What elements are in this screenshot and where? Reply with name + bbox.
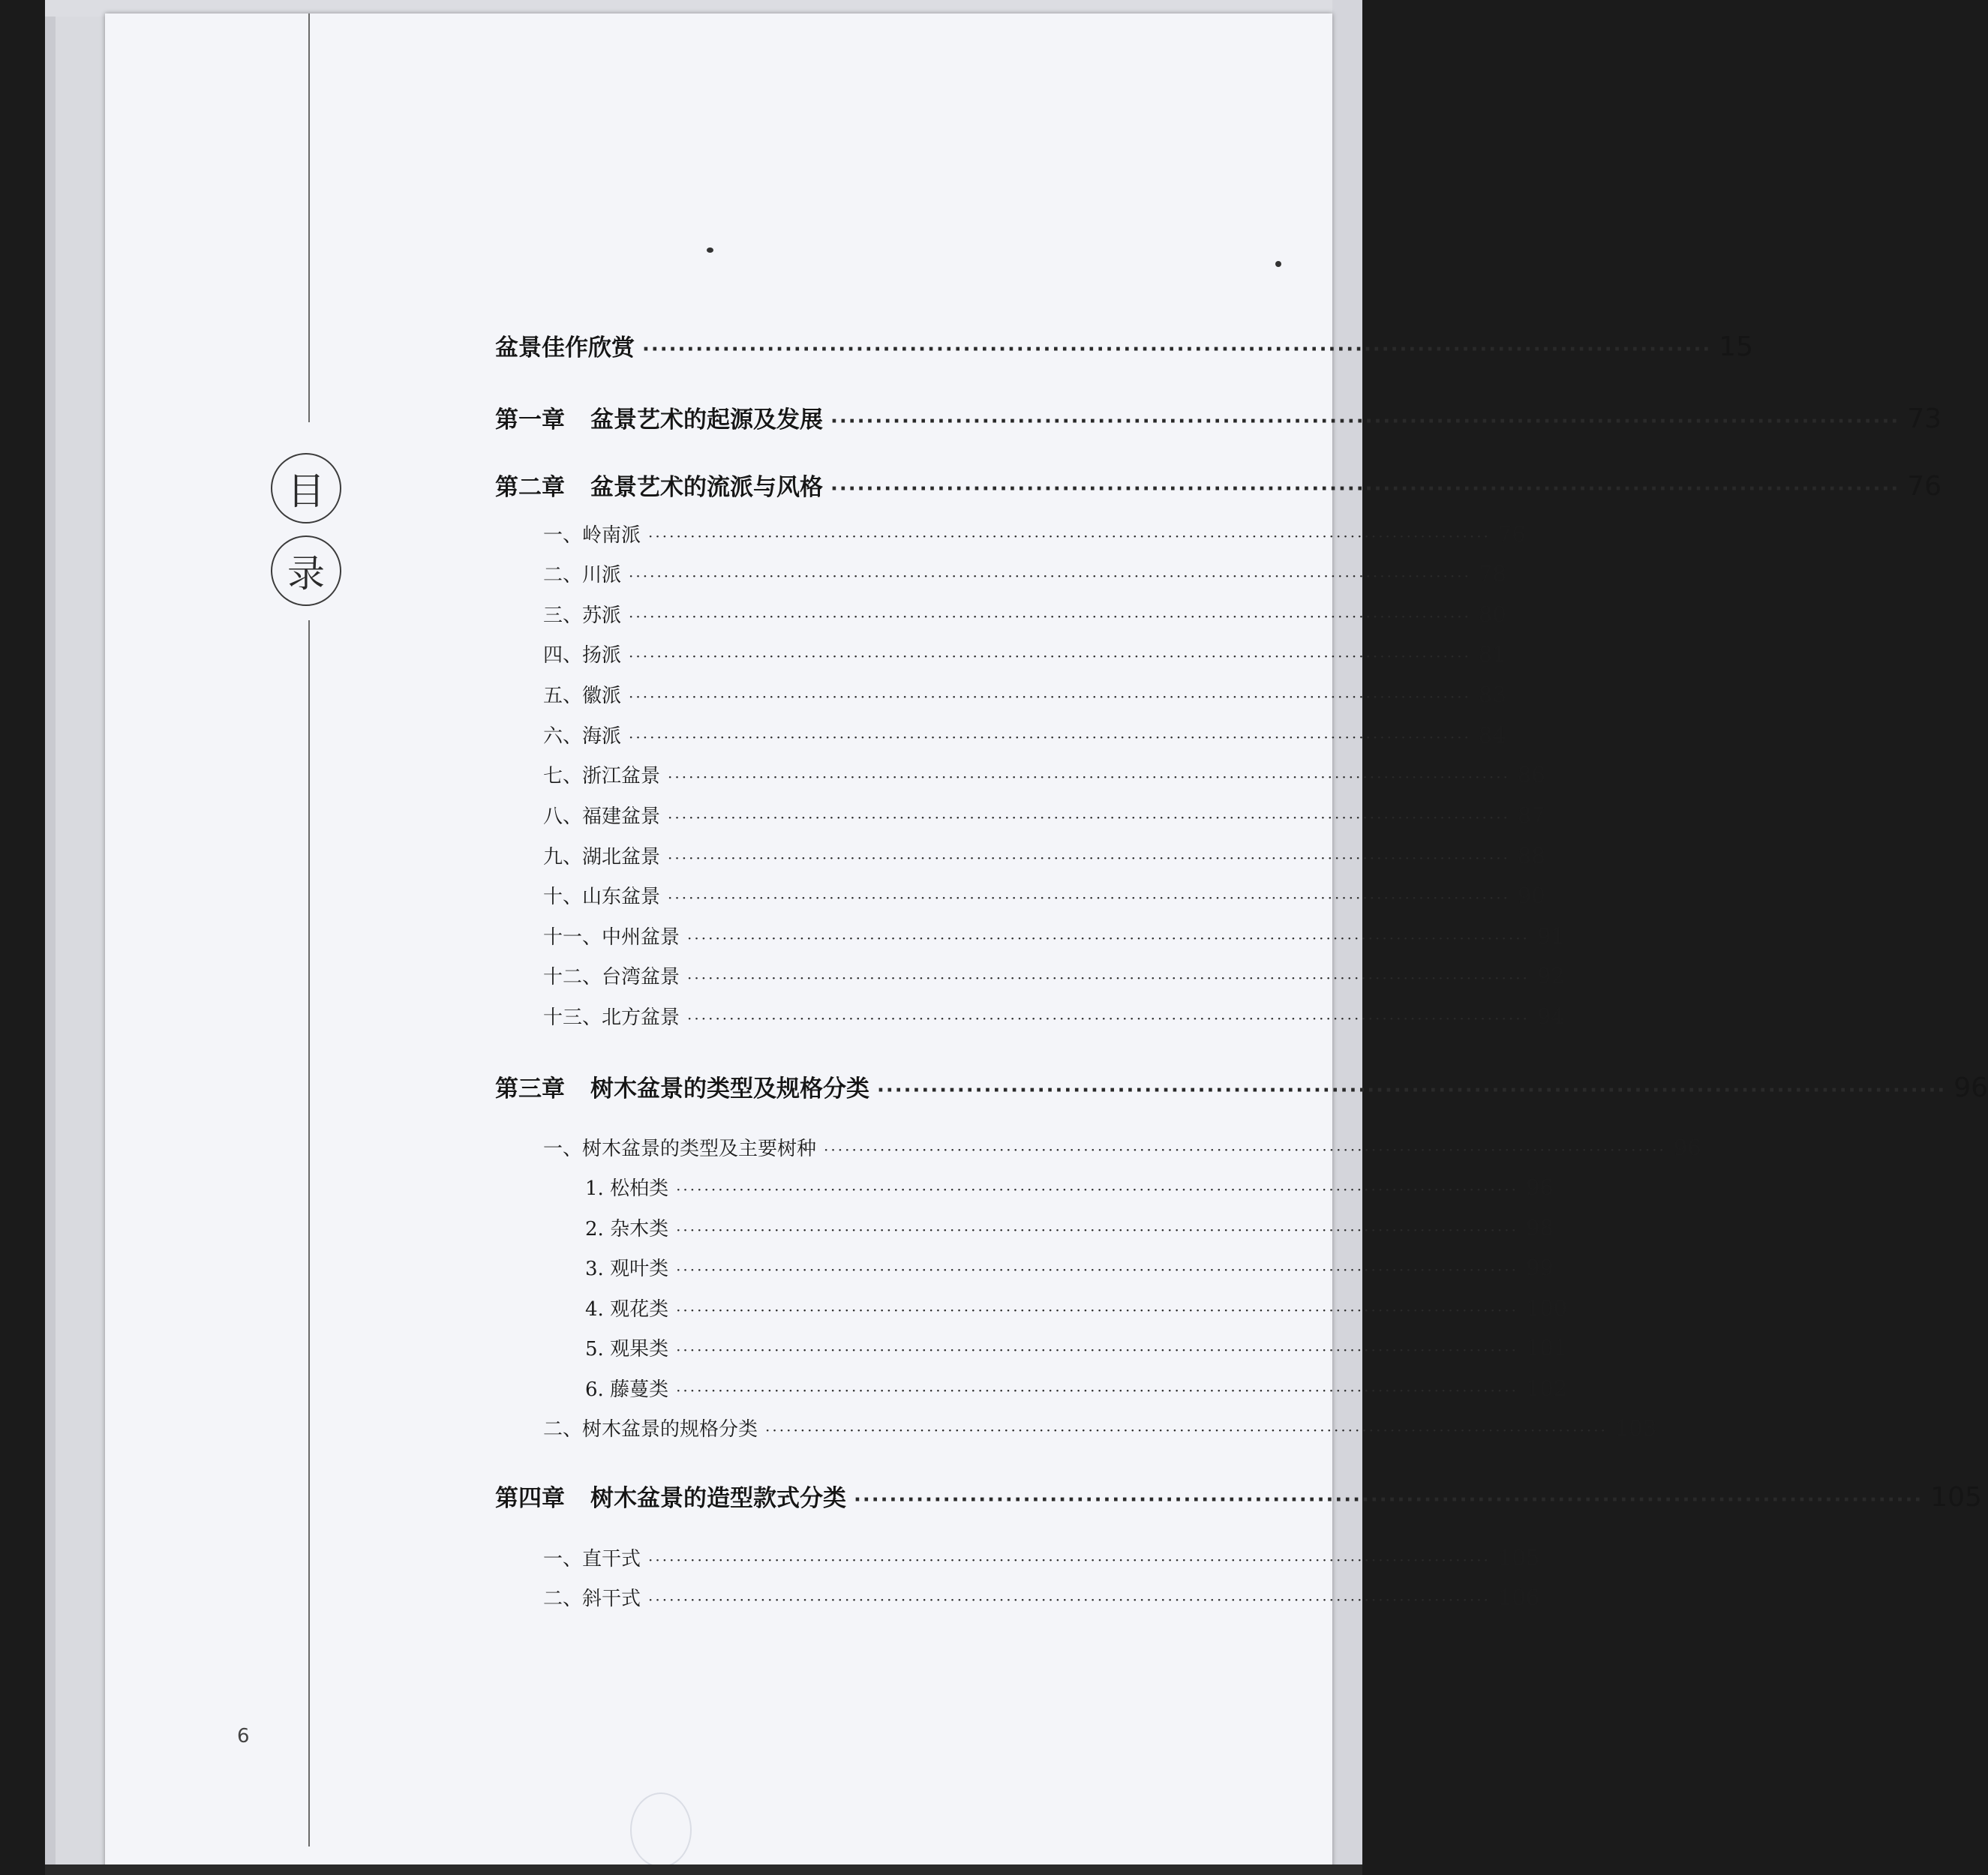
toc-subentry-title: 三、苏派 bbox=[543, 604, 622, 627]
toc-subentry[interactable] bbox=[543, 962, 1565, 989]
toc-subentry[interactable] bbox=[543, 1583, 1540, 1611]
toc-subentry[interactable] bbox=[543, 721, 1506, 748]
toc-subentry-title: 七、浙江盆景 bbox=[543, 765, 661, 788]
toc-subentry-title: 一、岭南派 bbox=[543, 524, 641, 547]
toc-subentry[interactable] bbox=[543, 1544, 1540, 1571]
dot-leader: ························································································································ bbox=[676, 1301, 1518, 1319]
toc-page-number: 80 bbox=[1478, 602, 1506, 627]
toc-page-number: 76 bbox=[1497, 521, 1526, 547]
toc-page-number: 83 bbox=[1478, 682, 1506, 707]
toc-subsubentry-title: 3. 观叶类 bbox=[585, 1258, 669, 1280]
toc-chapter-number: 第三章 bbox=[495, 1076, 565, 1102]
toc-subentry[interactable] bbox=[543, 1133, 1701, 1161]
toc-subentry[interactable] bbox=[543, 560, 1506, 587]
toc-page-number: 86 bbox=[1517, 762, 1545, 788]
scan-speck bbox=[707, 248, 713, 253]
toc-entry-title: 树木盆景的造型款式分类 bbox=[590, 1485, 846, 1512]
toc-page-number: 96 bbox=[1953, 1072, 1988, 1103]
toc-subentry-title: 二、川派 bbox=[543, 564, 622, 586]
toc-entry-chapter-3[interactable] bbox=[495, 1070, 1988, 1103]
toc-page-number: 105 bbox=[1930, 1482, 1982, 1513]
toc-page-number: 99 bbox=[1525, 1255, 1554, 1280]
dot-leader: ························································································································ bbox=[629, 728, 1471, 746]
toc-page-number: 98 bbox=[1525, 1215, 1554, 1240]
dot-leader: ························································································································ bbox=[676, 1180, 1518, 1198]
toc-page-number: 15 bbox=[1719, 332, 1754, 362]
watermark-stamp bbox=[630, 1792, 692, 1868]
dot-leader: ························································································································ bbox=[687, 969, 1530, 987]
heading-char-lu: 录 bbox=[271, 536, 341, 606]
dot-leader: ························································································································ bbox=[854, 1489, 1923, 1511]
toc-subsubentry-title: 4. 观花类 bbox=[585, 1298, 669, 1321]
dot-leader: ························································································································ bbox=[830, 410, 1900, 433]
toc-entry-title: 盆景艺术的流派与风格 bbox=[590, 474, 823, 501]
toc-page-number: 103 bbox=[1614, 1415, 1657, 1441]
toc-page-number: 94 bbox=[1536, 1004, 1565, 1029]
toc-subentry[interactable] bbox=[543, 1414, 1657, 1442]
toc-page-number: 91 bbox=[1536, 923, 1565, 949]
toc-page-number: 81 bbox=[1478, 641, 1506, 667]
toc-entry-title: 盆景佳作欣赏 bbox=[495, 334, 635, 362]
toc-page-number: 102 bbox=[1525, 1376, 1568, 1401]
toc-subsubentry[interactable] bbox=[585, 1294, 1568, 1322]
dot-leader: ························································································································ bbox=[668, 808, 1510, 826]
toc-subsubentry-title: 2. 杂木类 bbox=[585, 1218, 669, 1240]
toc-page-number: 87 bbox=[1517, 802, 1545, 828]
dot-leader: ························································································································ bbox=[629, 567, 1471, 585]
toc-chapter-number: 第一章 bbox=[495, 406, 565, 434]
toc-page-number: 96 bbox=[1525, 1174, 1554, 1200]
book-cover-edge bbox=[45, 0, 56, 1875]
dot-leader: ························································································································ bbox=[648, 1591, 1491, 1609]
dot-leader: ························································································································ bbox=[676, 1382, 1518, 1400]
dot-leader: ························································································································ bbox=[765, 1421, 1608, 1439]
toc-subentry-title: 十三、北方盆景 bbox=[543, 1006, 680, 1029]
toc-entry-gallery[interactable] bbox=[495, 328, 1754, 362]
toc-page-number: 101 bbox=[1525, 1335, 1568, 1360]
dot-leader: ························································································································ bbox=[642, 338, 1712, 361]
toc-subentry-title: 六、海派 bbox=[543, 725, 622, 748]
toc-page-number: 106 bbox=[1497, 1585, 1540, 1610]
dot-leader: ························································································································ bbox=[676, 1341, 1518, 1359]
dot-leader: ························································································································ bbox=[629, 688, 1471, 706]
toc-subsubentry-title: 1. 松柏类 bbox=[585, 1178, 669, 1200]
toc-page-number: 73 bbox=[1907, 404, 1942, 434]
toc-page-number: 92 bbox=[1536, 963, 1565, 988]
toc-page-number: 96 bbox=[1673, 1135, 1701, 1160]
scan-speck bbox=[1275, 261, 1281, 267]
toc-subentry-title: 一、树木盆景的类型及主要树种 bbox=[543, 1138, 817, 1160]
dot-leader: ························································································································ bbox=[629, 647, 1471, 665]
toc-entry-chapter-2[interactable] bbox=[495, 468, 1942, 502]
toc-subsubentry[interactable] bbox=[585, 1253, 1554, 1281]
dot-leader: ························································································································ bbox=[629, 608, 1471, 626]
page-number: 6 bbox=[237, 1725, 250, 1748]
dot-leader: ························································································································ bbox=[877, 1079, 1947, 1102]
dot-leader: ························································································································ bbox=[676, 1261, 1518, 1279]
toc-subentry-title: 十一、中州盆景 bbox=[543, 926, 680, 949]
toc-subentry-title: 二、斜干式 bbox=[543, 1588, 641, 1610]
dot-leader: ························································································································ bbox=[830, 478, 1900, 500]
toc-page-number: 84 bbox=[1478, 722, 1506, 748]
dot-leader: ························································································································ bbox=[668, 849, 1510, 867]
dot-leader: ························································································································ bbox=[687, 929, 1530, 947]
toc-entry-chapter-1[interactable] bbox=[495, 400, 1942, 434]
toc-subentry-title: 五、徽派 bbox=[543, 685, 622, 707]
toc-subentry-title: 二、树木盆景的规格分类 bbox=[543, 1418, 758, 1441]
toc-entry-title: 盆景艺术的起源及发展 bbox=[590, 406, 823, 434]
heading-char-mu: 目 bbox=[271, 453, 341, 524]
toc-page-number: 100 bbox=[1525, 1295, 1568, 1321]
toc-chapter-number: 第二章 bbox=[495, 474, 565, 501]
toc-entry-chapter-4[interactable] bbox=[495, 1479, 1982, 1513]
toc-entry-title: 树木盆景的类型及规格分类 bbox=[590, 1076, 869, 1102]
toc-subentry-title: 八、福建盆景 bbox=[543, 806, 661, 828]
toc-page-number: 78 bbox=[1478, 561, 1506, 586]
toc-subentry-title: 十二、台湾盆景 bbox=[543, 966, 680, 988]
toc-subentry[interactable] bbox=[543, 801, 1545, 829]
toc-subentry-title: 四、扬派 bbox=[543, 644, 622, 667]
toc-subentry-title: 十、山东盆景 bbox=[543, 886, 661, 908]
toc-page-number: 88 bbox=[1517, 843, 1545, 868]
toc-subentry[interactable] bbox=[543, 922, 1565, 950]
toc-page-number: 76 bbox=[1907, 471, 1942, 502]
toc-subsubentry[interactable] bbox=[585, 1173, 1554, 1201]
dot-leader: ························································································································ bbox=[648, 527, 1491, 545]
dot-leader: ························································································································ bbox=[824, 1141, 1666, 1159]
toc-subentry[interactable] bbox=[543, 520, 1526, 548]
toc-subsubentry[interactable] bbox=[585, 1334, 1568, 1361]
dot-leader: ························································································································ bbox=[648, 1551, 1491, 1569]
toc-subentry[interactable] bbox=[543, 680, 1506, 708]
toc-chapter-number: 第四章 bbox=[495, 1485, 565, 1512]
toc-page-number: 105 bbox=[1497, 1545, 1540, 1570]
vertical-rule-top bbox=[308, 14, 310, 422]
toc-subsubentry[interactable] bbox=[585, 1374, 1568, 1402]
dot-leader: ························································································································ bbox=[668, 889, 1510, 907]
toc-subsubentry-title: 6. 藤蔓类 bbox=[585, 1378, 669, 1401]
vertical-rule-bottom bbox=[308, 620, 310, 1846]
toc-subentry[interactable] bbox=[543, 640, 1506, 668]
toc-subsubentry[interactable] bbox=[585, 1214, 1554, 1241]
dot-leader: ························································································································ bbox=[687, 1010, 1530, 1028]
toc-subentry-title: 九、湖北盆景 bbox=[543, 846, 661, 868]
toc-subentry[interactable] bbox=[543, 1002, 1565, 1030]
toc-subentry[interactable] bbox=[543, 881, 1545, 909]
toc-subentry[interactable] bbox=[543, 842, 1545, 869]
toc-subentry-title: 一、直干式 bbox=[543, 1548, 641, 1570]
toc-subsubentry-title: 5. 观果类 bbox=[585, 1338, 669, 1360]
toc-subentry[interactable] bbox=[543, 760, 1545, 788]
dot-leader: ························································································································ bbox=[668, 768, 1510, 786]
dot-leader: ························································································································ bbox=[676, 1221, 1518, 1239]
scan-bottom-edge bbox=[45, 1864, 1362, 1875]
toc-subentry[interactable] bbox=[543, 600, 1506, 628]
toc-page-number: 90 bbox=[1517, 883, 1545, 908]
